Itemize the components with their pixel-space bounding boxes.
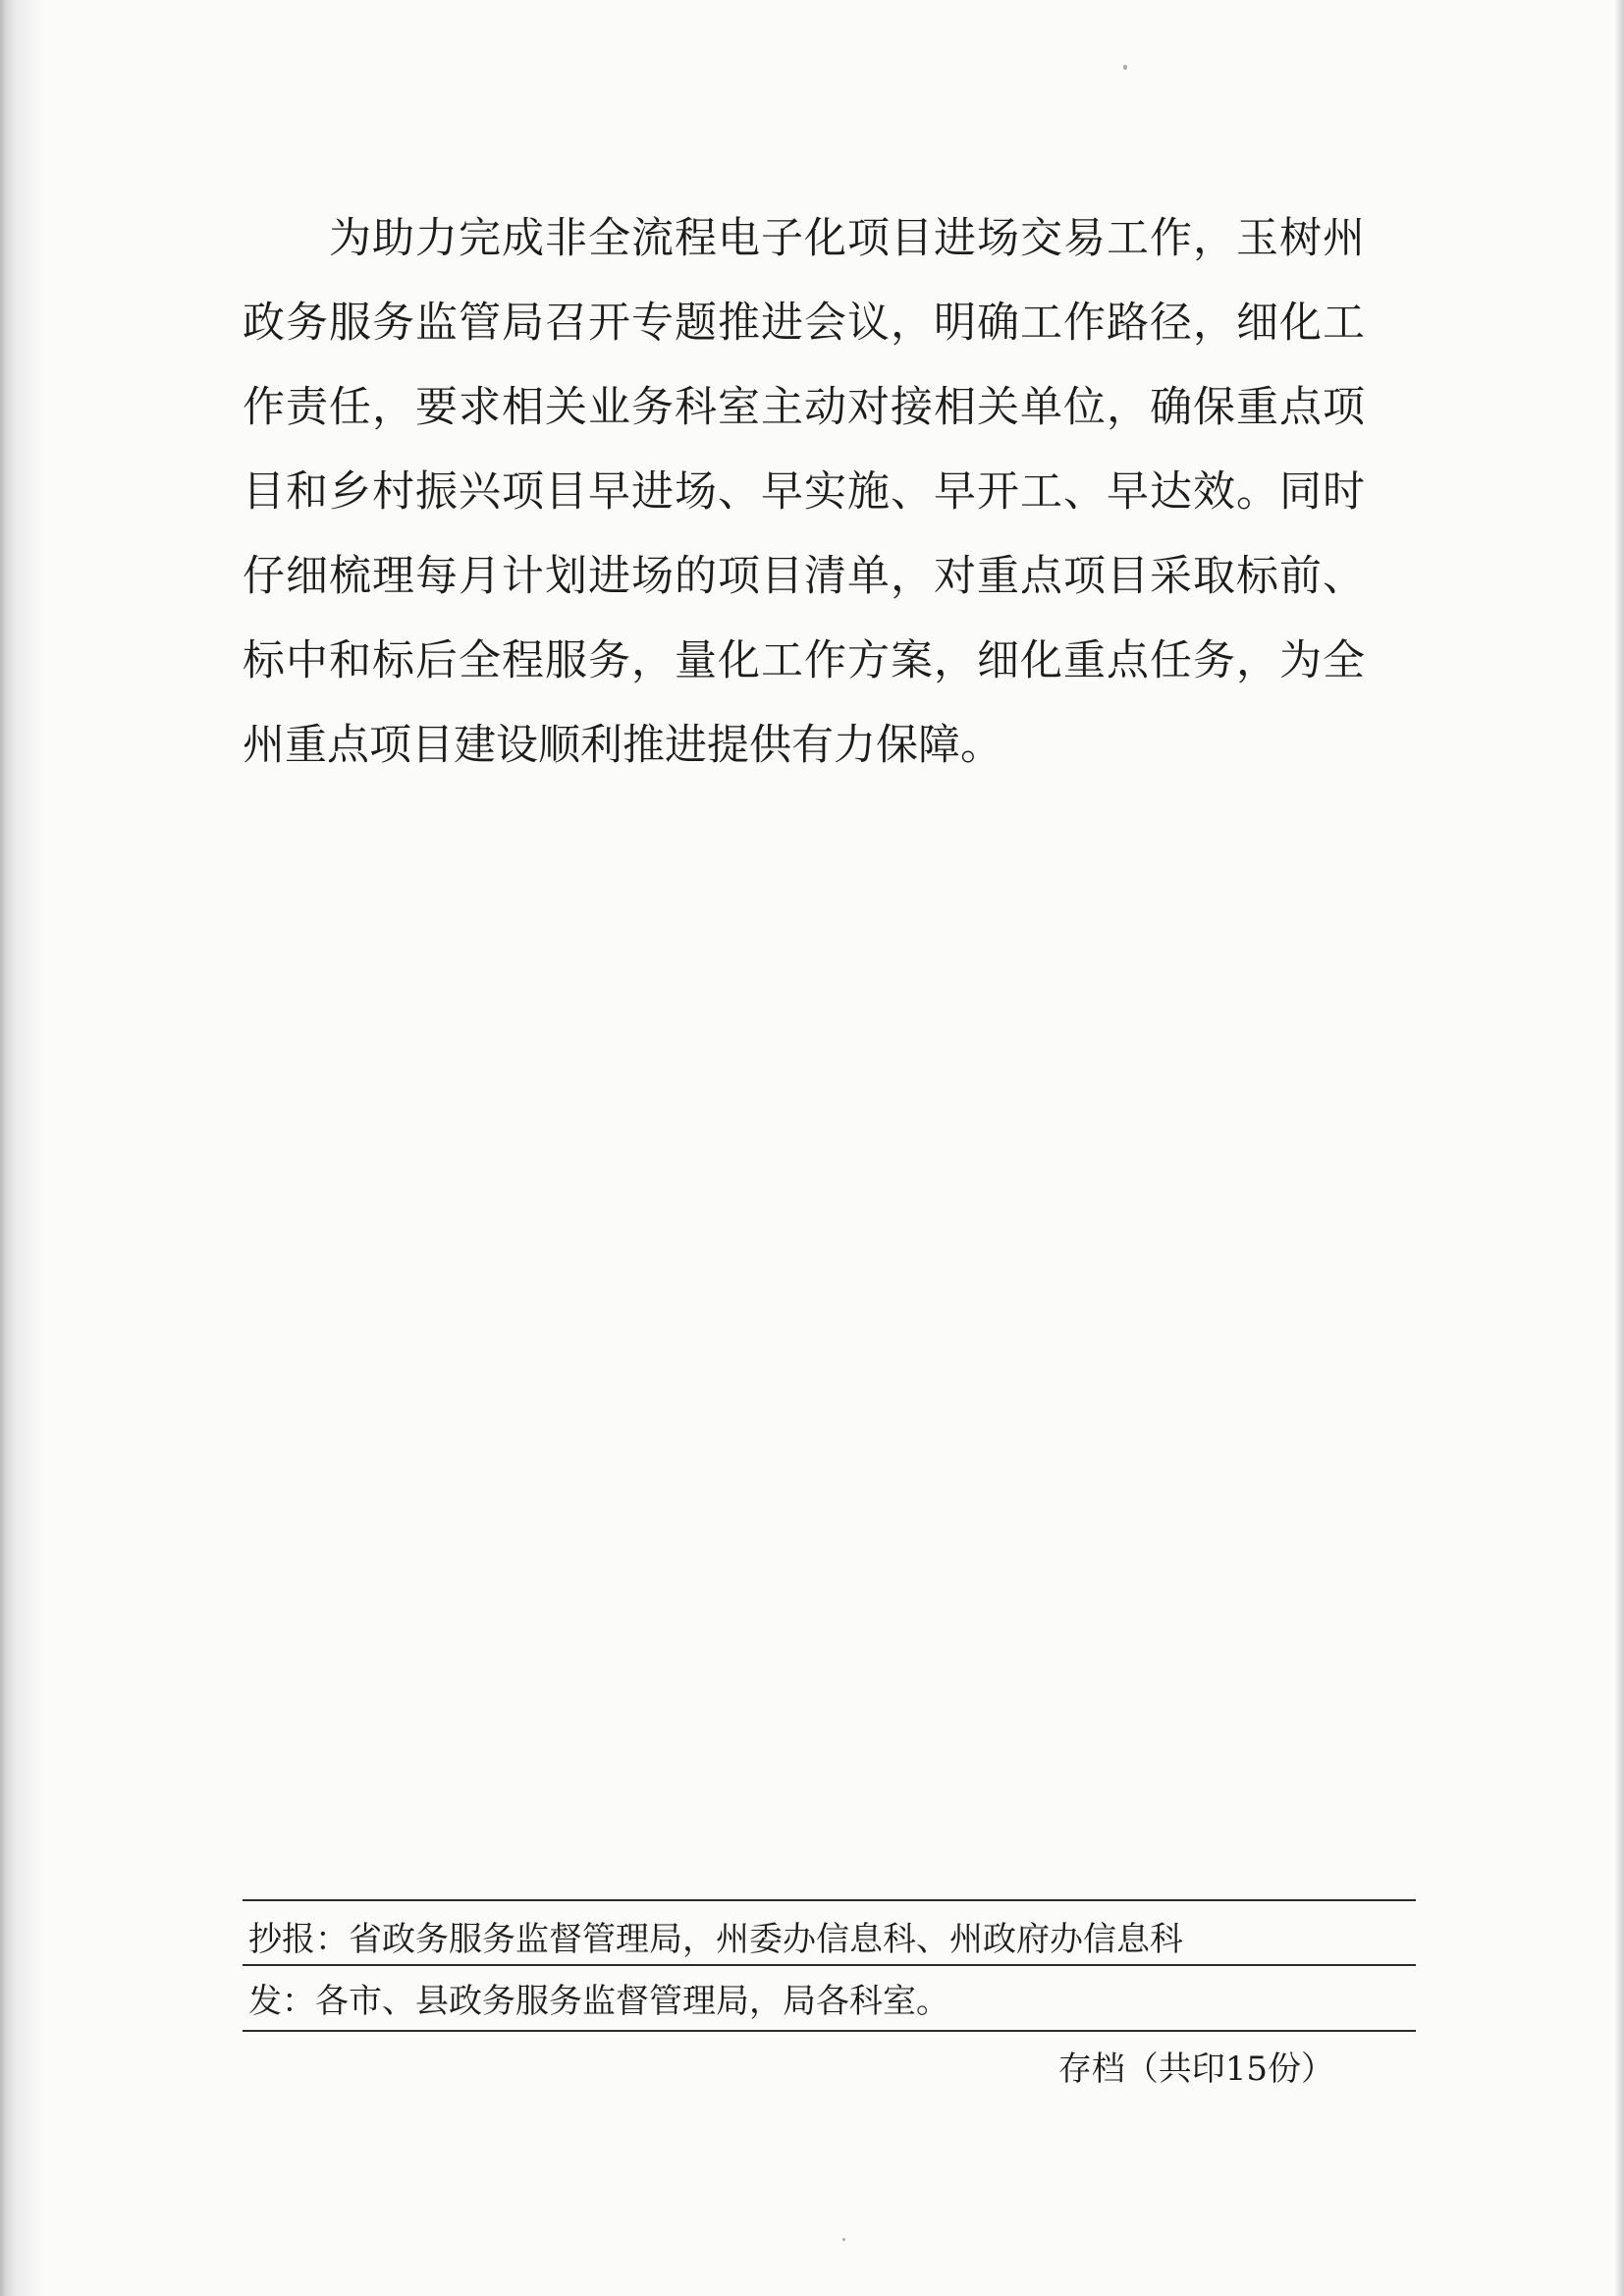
archive-note: 存档（共印15份）	[1057, 2050, 1334, 2089]
paragraph-line: 仔细梳理每月计划进场的项目清单，对重点项目采取标前、	[243, 552, 1365, 601]
distribution-middle-rule	[243, 1964, 1416, 1966]
distribution-bottom-rule	[243, 2030, 1416, 2032]
scan-speck	[1123, 65, 1127, 70]
paragraph-line: 为助力完成非全流程电子化项目进场交易工作，玉树州	[329, 214, 1365, 263]
distribution-top-rule	[243, 1899, 1416, 1901]
send-recipients: 发：各市、县政务服务监督管理局，局各科室。	[248, 1982, 949, 2021]
scan-speck	[842, 2238, 845, 2241]
paragraph-line: 目和乡村振兴项目早进场、早实施、早开工、早达效。同时	[243, 467, 1365, 517]
cc-recipients: 抄报：省政务服务监督管理局，州委办信息科、州政府办信息科	[248, 1920, 1183, 1959]
paragraph-line: 政务服务监管局召开专题推进会议，明确工作路径，细化工	[243, 299, 1365, 348]
scan-shadow-right	[1614, 0, 1624, 2296]
paragraph-line: 作责任，要求相关业务科室主动对接相关单位，确保重点项	[243, 383, 1365, 432]
paragraph-line: 标中和标后全程服务，量化工作方案，细化重点任务，为全	[243, 636, 1365, 685]
body-paragraph	[243, 196, 1365, 788]
paragraph-line: 州重点项目建设顺利推进提供有力保障。	[243, 721, 1002, 770]
scan-shadow-left	[0, 0, 45, 2296]
